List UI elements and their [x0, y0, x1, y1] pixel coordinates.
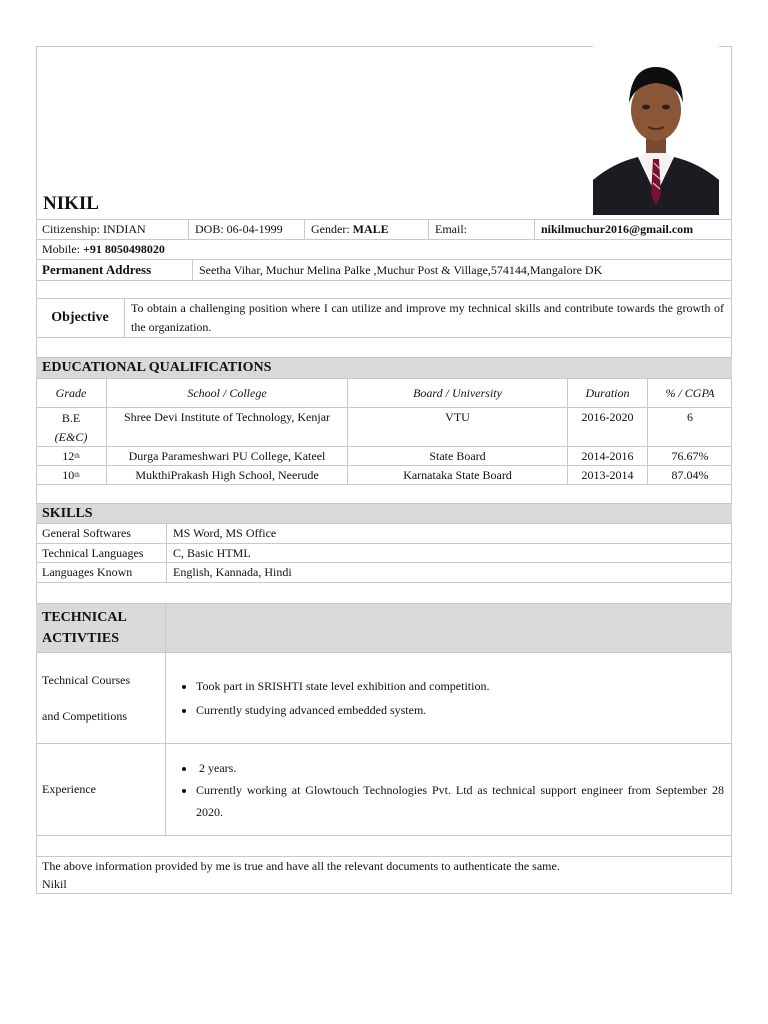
- address-value: Seetha Vihar, Muchur Melina Palke ,Muchur Post & Village,574144,Mangalore DK: [192, 260, 732, 280]
- edu-duration: 2013-2014: [567, 466, 647, 484]
- objective-text: To obtain a challenging position where I can utilize and improve my technical skills and contribute towards the growth of the organization.: [124, 299, 732, 337]
- declaration: [42, 857, 560, 893]
- gender-value: MALE: [352, 222, 389, 236]
- edu-school: Shree Devi Institute of Technology, Kenjar: [106, 408, 347, 446]
- col-board: Board / University: [347, 379, 567, 407]
- spacer-row: [36, 484, 732, 503]
- objective-label: Objective: [51, 310, 109, 325]
- technical-title-line1: TECHNICAL: [42, 610, 127, 625]
- skill-value: English, Kannada, Hindi: [166, 563, 732, 582]
- list-item: • Took part in SRISHTI state level exhibition and competition.: [196, 674, 489, 698]
- edu-duration: 2014-2016: [567, 447, 647, 465]
- table-row: [36, 523, 732, 543]
- edu-grade: [36, 408, 106, 446]
- col-school: School / College: [106, 379, 347, 407]
- courses-row: [36, 652, 732, 743]
- edu-board: VTU: [347, 408, 567, 446]
- edu-board: Karnataka State Board: [347, 466, 567, 484]
- courses-label: [36, 653, 165, 743]
- spacer-row: [36, 582, 732, 603]
- edu-board: State Board: [347, 447, 567, 465]
- edu-grade-text: B.E: [61, 411, 81, 425]
- col-grade: Grade: [55, 385, 87, 400]
- skill-value: C, Basic HTML: [166, 544, 732, 562]
- technical-title-line2: ACTIVTIES: [42, 631, 120, 646]
- courses-label-2: and Competitions: [42, 709, 127, 723]
- edu-grade-sup: th: [74, 471, 80, 479]
- table-row: [36, 543, 732, 562]
- education-header: [36, 357, 732, 378]
- skill-label: Languages Known: [42, 565, 133, 579]
- col-score: % / CGPA: [647, 379, 732, 407]
- skill-label: General Softwares: [42, 526, 131, 540]
- education-title: EDUCATIONAL QUALIFICATIONS: [42, 360, 272, 375]
- skill-label: Technical Languages: [42, 545, 144, 560]
- gender: [304, 220, 428, 239]
- spacer-row: [36, 280, 732, 298]
- profile-photo: [593, 45, 719, 215]
- technical-header: [36, 603, 732, 652]
- technical-header-blank: [165, 604, 732, 652]
- mobile-value: +91 8050498020: [83, 242, 165, 256]
- experience-label: Experience: [42, 782, 96, 796]
- declaration-row: [36, 856, 732, 894]
- email-label: Email:: [428, 220, 534, 239]
- experience-list-cell: [165, 744, 732, 835]
- edu-score: 87.04%: [647, 466, 732, 484]
- mobile-label: Mobile:: [42, 242, 83, 256]
- technical-title: [36, 604, 165, 652]
- courses-label-1: Technical Courses: [42, 673, 131, 687]
- signature: Nikil: [42, 877, 67, 891]
- edu-score: 6: [647, 408, 732, 446]
- edu-grade: [36, 466, 106, 484]
- list-item: • Currently working at Glowtouch Technologies Pvt. Ltd as technical support engineer from September 28 2020.: [196, 779, 724, 823]
- gender-label: Gender:: [311, 222, 353, 236]
- table-row: [36, 407, 732, 446]
- address-label: Permanent Address: [42, 262, 152, 277]
- courses-list: [172, 674, 489, 722]
- edu-score: 76.67%: [647, 447, 732, 465]
- candidate-name: NIKIL: [43, 193, 99, 214]
- edu-school: Durga Parameshwari PU College, Kateel: [106, 447, 347, 465]
- edu-grade: [36, 447, 106, 465]
- edu-school: MukthiPrakash High School, Neerude: [106, 466, 347, 484]
- address-row: [36, 259, 732, 280]
- mobile: [36, 240, 336, 259]
- experience-row: [36, 743, 732, 835]
- declaration-text: The above information provided by me is true and have all the relevant documents to authenticate the same.: [42, 859, 560, 873]
- objective-row: [36, 298, 732, 337]
- edu-grade-branch: (E&C): [54, 430, 88, 444]
- table-row: [36, 446, 732, 465]
- skills-header: [36, 503, 732, 523]
- list-item: • Currently studying advanced embedded system.: [196, 698, 489, 722]
- edu-grade-sup: th: [74, 452, 80, 460]
- dob: DOB: 06-04-1999: [188, 220, 304, 239]
- spacer-row: [36, 835, 732, 856]
- personal-info-row: [36, 219, 732, 239]
- edu-duration: 2016-2020: [567, 408, 647, 446]
- edu-grade-text: 10: [62, 467, 75, 482]
- experience-list: [172, 757, 724, 823]
- courses-list-cell: [165, 653, 732, 743]
- edu-grade-text: 12: [62, 448, 75, 463]
- spacer-row: [36, 337, 732, 357]
- col-duration: Duration: [567, 379, 647, 407]
- education-column-headers: [36, 378, 732, 407]
- table-row: [36, 562, 732, 582]
- skills-title: SKILLS: [42, 505, 93, 521]
- list-item: • 2 years.: [196, 757, 724, 779]
- table-row: [36, 465, 732, 484]
- email-value: nikilmuchur2016@gmail.com: [534, 220, 732, 239]
- mobile-row: [36, 239, 732, 259]
- citizenship: Citizenship: INDIAN: [42, 222, 146, 236]
- skill-value: MS Word, MS Office: [166, 524, 732, 543]
